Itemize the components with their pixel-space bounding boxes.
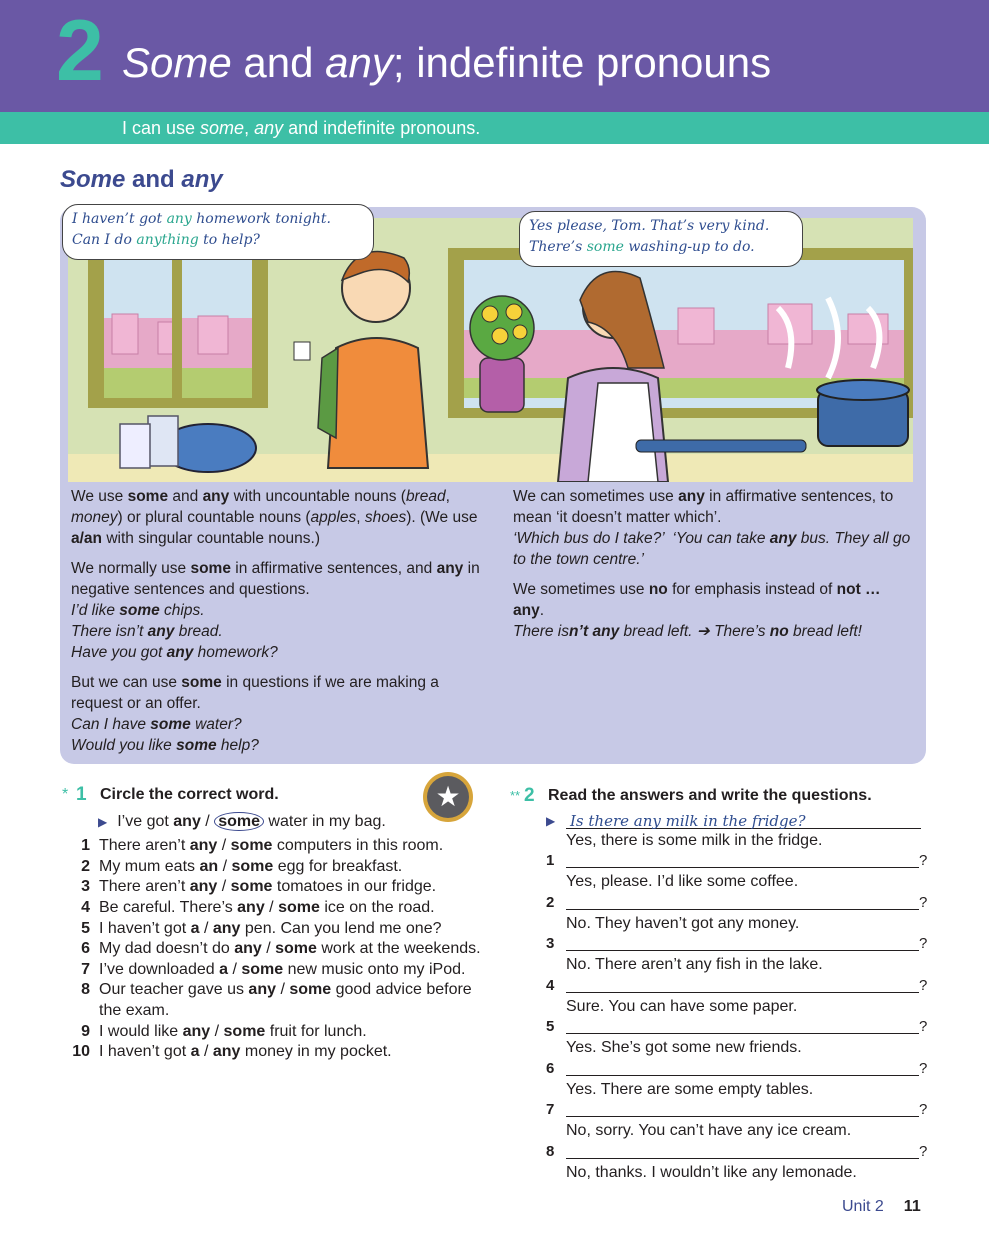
- question-mark: ?: [919, 893, 928, 911]
- star-icon: ★: [423, 772, 473, 822]
- item-text[interactable]: There aren’t any / some tomatoes in our fridge.: [99, 878, 437, 896]
- question-mark: ?: [919, 1142, 928, 1160]
- item-number: 6: [546, 1059, 555, 1077]
- exercise-item: [62, 960, 482, 981]
- item-number: 3: [81, 878, 90, 896]
- item-number: 8: [81, 981, 90, 999]
- item-number: 4: [81, 898, 90, 916]
- exercise-number: 2: [524, 785, 535, 806]
- item-text[interactable]: There aren’t any / some computers in this room.: [99, 837, 444, 855]
- item-number: 6: [81, 940, 90, 958]
- given-answer: No, thanks. I wouldn’t like any lemonade.: [566, 1163, 857, 1181]
- question-mark: ?: [919, 1018, 928, 1035]
- item-number: 9: [81, 1022, 90, 1040]
- item-number: 5: [81, 919, 90, 937]
- answer-line[interactable]: [566, 909, 919, 910]
- item-number: 8: [546, 1142, 555, 1160]
- grammar-rules-left: [71, 486, 491, 765]
- exercise-item: [62, 877, 482, 898]
- given-answer: Yes. She’s got some new friends.: [566, 1039, 802, 1056]
- grammar-rules-right: [513, 486, 913, 651]
- page-title: Some and any; indefinite pronouns: [122, 39, 772, 86]
- item-number: 2: [81, 857, 90, 875]
- exercise-2-heading: [510, 786, 930, 807]
- exercise-item: [62, 836, 482, 857]
- question-mark: ?: [919, 1101, 928, 1118]
- given-answer: Yes. There are some empty tables.: [566, 1080, 814, 1098]
- exercise-instruction: Read the answers and write the questions.: [548, 787, 872, 804]
- grammar-rule: We can sometimes use any in affirmative sentences, to mean ‘it doesn’t matter which’. ‘Which bus do I take?’ ‘You can take any bus. They all go to the town centre.’: [513, 488, 911, 568]
- item-text[interactable]: I haven’t got a / any pen. Can you lend me one?: [99, 919, 442, 937]
- exercise-item: [62, 919, 482, 940]
- exercise-item: [62, 857, 482, 878]
- item-number: 4: [546, 976, 555, 994]
- exercise-number: 1: [76, 784, 87, 805]
- answer-line[interactable]: [566, 1075, 919, 1076]
- item-number: 7: [546, 1101, 555, 1118]
- answer-line[interactable]: [566, 1033, 919, 1034]
- item-number: 5: [546, 1018, 555, 1035]
- item-number: 1: [81, 837, 90, 855]
- answer-line[interactable]: [566, 992, 919, 993]
- difficulty-star: **: [510, 788, 521, 803]
- item-text[interactable]: Our teacher gave us any / some good advice before the exam.: [99, 981, 472, 1019]
- item-text[interactable]: Be careful. There’s any / some ice on the road.: [99, 898, 435, 916]
- example-answer: Yes, there is some milk in the fridge.: [566, 832, 823, 849]
- exercise-item: [62, 1022, 482, 1043]
- question-mark: ?: [919, 976, 928, 994]
- mum-speech-bubble: Yes please, Tom. That’s very kind. There’s some washing-up to do.: [519, 211, 803, 267]
- objective-text: I can use some, any and indefinite pronouns.: [122, 118, 481, 138]
- answer-line[interactable]: [566, 1116, 919, 1117]
- given-answer: No, sorry. You can’t have any ice cream.: [566, 1122, 852, 1139]
- grammar-rule: We use some and any with uncountable nouns (bread, money) or plural countable nouns (apples, shoes). (We use a/an with singular countable nouns.): [71, 488, 478, 547]
- item-text[interactable]: My dad doesn’t do any / some work at the weekends.: [99, 940, 481, 958]
- difficulty-star: *: [62, 786, 69, 803]
- grammar-rule: But we can use some in questions if we are making a request or an offer. Can I have some water? Would you like some help?: [71, 674, 439, 754]
- item-text[interactable]: I would like any / some fruit for lunch.: [99, 1022, 367, 1040]
- answer-line[interactable]: [566, 867, 919, 868]
- arrow-icon: ▶: [98, 814, 108, 829]
- objective-band: [0, 112, 989, 144]
- header-band: [0, 0, 989, 112]
- question-mark: ?: [919, 1059, 928, 1077]
- arrow-icon: ▶: [546, 814, 556, 828]
- example-question: Is there any milk in the fridge?: [570, 812, 806, 830]
- item-number: 7: [81, 960, 90, 978]
- item-number: 2: [546, 893, 555, 911]
- item-text[interactable]: I haven’t got a / any money in my pocket.: [99, 1043, 392, 1061]
- exercise-item: [62, 939, 482, 960]
- item-text[interactable]: I’ve downloaded a / some new music onto my iPod.: [99, 960, 466, 978]
- question-mark: ?: [919, 852, 928, 869]
- section-heading: Some and any: [60, 166, 223, 193]
- answer-line[interactable]: [566, 1158, 919, 1159]
- question-mark: ?: [919, 935, 928, 952]
- grammar-rule: We normally use some in affirmative sentences, and any in negative sentences and questions. I’d like some chips. There isn’t any bread. Have you got any homework?: [71, 560, 480, 661]
- given-answer: Yes, please. I’d like some coffee.: [566, 873, 799, 890]
- circled-answer: some: [214, 812, 264, 831]
- unit-number: 2: [56, 3, 104, 99]
- exercise-item: [62, 898, 482, 919]
- example-item: ▶ I’ve got any / some water in my bag.: [98, 812, 482, 833]
- answer-line[interactable]: [566, 950, 919, 951]
- grammar-rule: We sometimes use no for emphasis instead of not … any. There isn’t any bread left. ➔ There’s no bread left!: [513, 581, 881, 640]
- item-number: 3: [546, 935, 555, 952]
- exercise-item: [62, 1042, 482, 1063]
- item-number: 1: [546, 852, 555, 869]
- exercise-1: [62, 785, 482, 1063]
- given-answer: No. There aren’t any fish in the lake.: [566, 956, 823, 973]
- item-number: 10: [72, 1043, 90, 1061]
- page-footer: Unit 2 11: [842, 1198, 921, 1215]
- exercise-instruction: Circle the correct word.: [100, 786, 279, 803]
- given-answer: Sure. You can have some paper.: [566, 997, 798, 1015]
- tom-speech-bubble: I haven’t got any homework tonight. Can I do anything to help?: [62, 204, 374, 260]
- item-text[interactable]: My mum eats an / some egg for breakfast.: [99, 857, 403, 875]
- exercise-item: [62, 980, 482, 1021]
- given-answer: No. They haven’t got any money.: [566, 914, 800, 932]
